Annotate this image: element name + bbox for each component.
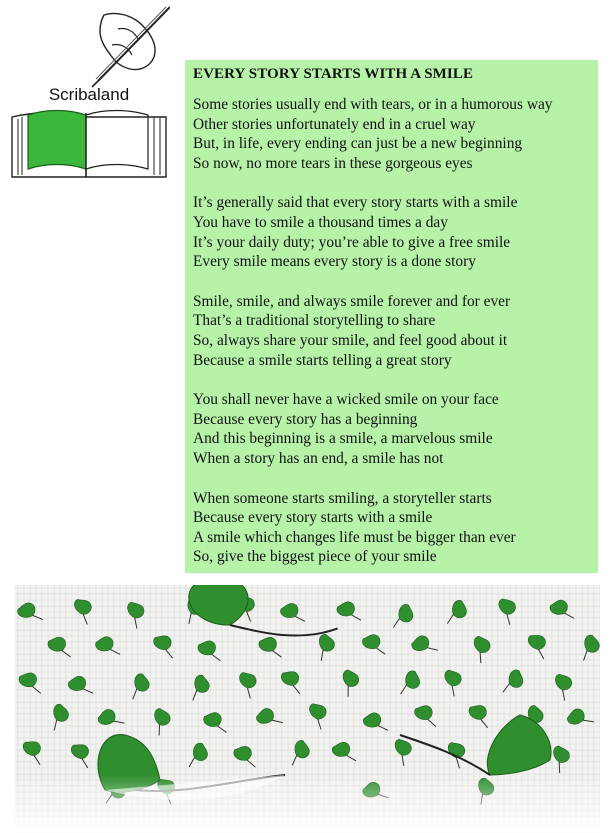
poem-line: But, in life, every ending can just be a new beginning: [193, 135, 523, 153]
poem-line: So, always share your smile, and feel good about it: [193, 331, 508, 349]
stanza: [193, 489, 598, 567]
poem-line: Some stories usually end with tears, or in a humorous way: [193, 96, 553, 113]
scribaland-logo: [8, 5, 170, 185]
poem-line: So, give the biggest piece of your smile: [193, 548, 437, 566]
poem-line: A smile which changes life must be bigger than ever: [193, 528, 516, 546]
poem-line: Because a smile starts telling a great story: [193, 351, 452, 369]
poem-line: Other stories unfortunately end in a cruel way: [193, 115, 476, 133]
poem-line: When someone starts smiling, a storyteller starts: [193, 489, 492, 507]
stanza: [193, 193, 598, 271]
poem-panel: [185, 60, 598, 573]
open-book-icon: [8, 105, 170, 185]
poem-line: Because every story starts with a smile: [193, 509, 433, 527]
poem-line: It’s generally said that every story starts with a smile: [193, 194, 518, 212]
poem-line: So now, no more tears in these gorgeous eyes: [193, 154, 473, 172]
stanza: [193, 95, 598, 173]
logo-brand-name: Scribaland: [48, 85, 130, 104]
ginkgo-leaf-pattern: [15, 585, 600, 833]
poem-line: Because every story has a beginning: [193, 410, 418, 428]
ginkgo-leaf-banner: [15, 585, 600, 833]
poem-line: Every smile means every story is a done story: [193, 253, 476, 271]
poem-line: When a story has an end, a smile has not: [193, 449, 444, 467]
poem-title: EVERY STORY STARTS WITH A SMILE: [193, 66, 474, 82]
poem-line: Smile, smile, and always smile forever and for ever: [193, 292, 511, 310]
stanza: [193, 292, 598, 370]
stanza: [193, 390, 598, 468]
poem-line: It’s your daily duty; you’re able to give a free smile: [193, 233, 511, 251]
poem-line: And this beginning is a smile, a marvelous smile: [193, 430, 493, 448]
poem-line: You have to smile a thousand times a day: [193, 213, 448, 231]
poem-line: You shall never have a wicked smile on your face: [193, 391, 499, 409]
poem-line: That’s a traditional storytelling to share: [193, 312, 436, 330]
